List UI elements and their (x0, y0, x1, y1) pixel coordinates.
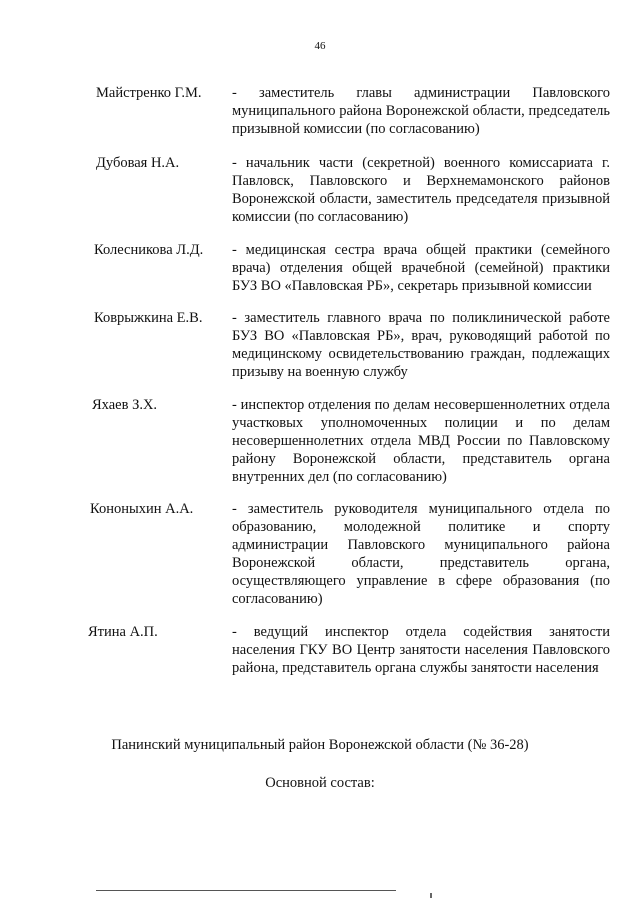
member-name: Колесникова Л.Д. (94, 242, 204, 258)
member-role: - начальник части (секретной) военного комиссариата г. Павловск, Павловского и Верхнемамонского районов Воронежской области, заместитель председателя призывной комиссии (по согласованию) (232, 155, 610, 225)
bottom-divider (96, 890, 396, 891)
scan-artifact (430, 893, 432, 898)
member-role: - инспектор отделения по делам несовершеннолетних отдела участковых уполномоченных полиции и по делам несовершеннолетних отдела МВД России по Павловскому району Воронежской области, представитель органа внутренних дел (по согласованию) (232, 397, 610, 485)
member-role: - заместитель руководителя муниципального отдела по образованию, молодежной политике и спорту администрации Павловского муниципального района Воронежской области, представитель органа, осуществляющего управление в сфере образования (по согласованию) (232, 501, 610, 607)
member-name: Кононыхин А.А. (90, 501, 194, 517)
page-number: 46 (314, 40, 326, 52)
member-name: Ятина А.П. (88, 624, 158, 640)
member-role: - заместитель главы администрации Павловского муниципального района Воронежской области, председатель призывной комиссии (по согласованию) (232, 85, 610, 137)
district-heading: Панинский муниципальный район Воронежской области (№ 36-28) (111, 737, 529, 753)
member-name: Коврыжкина Е.В. (94, 310, 203, 326)
member-name: Яхаев З.Х. (92, 397, 158, 413)
member-role: - ведущий инспектор отдела содействия занятости населения ГКУ ВО Центр занятости населения Павловского района, представитель органа службы занятости населения (232, 624, 610, 676)
member-role: - заместитель главного врача по поликлинической работе БУЗ ВО «Павловская РБ», врач, руководящий работой по медицинскому освидетельствованию граждан, подлежащих призыву на военную службу (232, 310, 610, 380)
member-name: Дубовая Н.А. (96, 155, 180, 171)
member-name: Майстренко Г.М. (96, 85, 202, 101)
composition-heading: Основной состав: (265, 775, 375, 791)
member-role: - медицинская сестра врача общей практики (семейного врача) отделения общей врачебной (семейной) практики БУЗ ВО «Павловская РБ», секретарь призывной комиссии (232, 242, 610, 294)
